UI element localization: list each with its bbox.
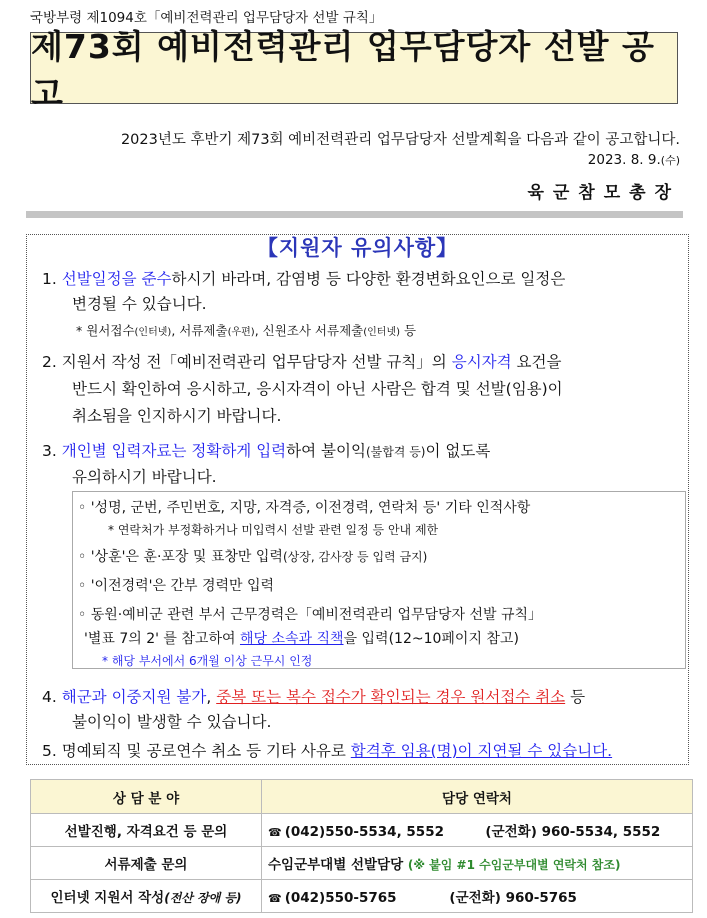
sub-small: (인터넷)	[134, 327, 172, 338]
guideline-emphasis: 해당 소속과 직책	[239, 631, 344, 647]
notice-item-2	[42, 351, 561, 373]
item-1-text: 하시기 바라며, 감염병 등 다양한 환경변화요인으로 일정은	[171, 270, 566, 288]
intro-text: 2023년도 후반기 제73회 예비전력관리 업무담당자 선발계획을 다음과 같이 공고합니다.	[120, 132, 680, 148]
sub-small: (인터넷)	[363, 327, 401, 338]
guideline-personal-info: ◦ '성명, 군번, 주민번호, 지망, 자격증, 이전경력, 연락처 등' 기타 인적사항	[78, 500, 531, 516]
item-number: 4.	[42, 688, 57, 706]
contact-table	[30, 779, 693, 913]
notice-item-1-sub	[76, 321, 416, 339]
military-phone: (군전화) 960-5765	[449, 890, 577, 906]
field-text: 인터넷 지원서 작성	[50, 890, 165, 906]
notice-item-4	[42, 686, 585, 708]
guideline-work-history: ◦ 동원·예비군 관련 부서 근무경력은「예비전력관리 업무담당자 선발 규칙」	[78, 607, 543, 623]
item-3-text-end: 이 없도록	[425, 442, 491, 460]
table-row	[31, 847, 693, 880]
notice-item-3-line2: 유의하시기 바랍니다.	[72, 468, 217, 486]
sub-text: 등	[400, 323, 417, 338]
item-4-sep: ,	[206, 688, 217, 706]
notice-item-4-line2: 불이익이 발생할 수 있습니다.	[72, 713, 272, 731]
guideline-work-history-line2	[84, 628, 519, 648]
contact-note: (※ 붙임 #1 수임군부대별 연락처 참조)	[407, 858, 621, 872]
notice-title: 【지원자 유의사항】	[256, 236, 459, 260]
field-cell: 선발진행, 자격요건 등 문의	[31, 814, 262, 847]
item-number: 1.	[42, 270, 57, 288]
phone-number: (042)550-5765	[284, 890, 397, 906]
item-4-text: 등	[565, 688, 586, 706]
notice-item-1-line2: 변경될 수 있습니다.	[72, 295, 207, 313]
guideline-text: '별표 7의 2' 를 참고하여	[84, 631, 240, 647]
contact-cell	[262, 814, 693, 847]
table-row	[31, 880, 693, 913]
guideline-awards-text: ◦ '상훈'은 훈·포장 및 표창만 입력	[78, 549, 283, 565]
field-cell: 서류제출 문의	[31, 847, 262, 880]
item-1-emphasis: 선발일정을 준수	[61, 270, 172, 288]
announcement-date	[30, 152, 680, 168]
guideline-awards-small: (상장, 감사장 등 입력 금지)	[282, 550, 428, 564]
page-title: 제73회 예비전력관리 업무담당자 선발 공고	[30, 32, 678, 104]
issuer: 육군참모총장	[527, 183, 680, 203]
guideline-career: ◦ '이전경력'은 간부 경력만 입력	[78, 578, 275, 594]
item-number: 2.	[42, 353, 57, 371]
notice-item-5	[42, 740, 612, 762]
guideline-personal-info-note: * 연락처가 부정확하거나 미입력시 선발 관련 일정 등 안내 제한	[108, 523, 439, 537]
phone-icon: ☎	[268, 826, 282, 839]
contact-cell	[262, 880, 693, 913]
divider	[26, 211, 683, 218]
item-number: 5.	[42, 742, 57, 760]
phone-number: (042)550-5534, 5552	[284, 824, 444, 840]
guideline-text-end: 을 입력(12~10페이지 참고)	[343, 631, 519, 647]
phone-icon: ☎	[268, 892, 282, 905]
notice-item-3	[42, 440, 490, 463]
item-number: 3.	[42, 442, 57, 460]
header-contact: 담당 연락처	[262, 780, 693, 814]
sub-text: , 서류제출	[171, 323, 228, 338]
item-5-text: 명예퇴직 및 공로연수 취소 등 기타 사유로	[61, 742, 351, 760]
date-day: (수)	[660, 154, 680, 167]
field-cell	[31, 880, 262, 913]
contact-name: 수임군부대별 선발담당	[268, 857, 404, 873]
notice-item-2-line2: 반드시 확인하여 응시하고, 응시자격이 아닌 사람은 합격 및 선발(임용)이	[72, 380, 563, 398]
item-5-emphasis: 합격후 임용(명)이 지연될 수 있습니다.	[350, 742, 613, 760]
item-4-emphasis: 해군과 이중지원 불가	[61, 688, 207, 706]
guideline-awards	[78, 546, 427, 566]
item-2-text: 지원서 작성 전「예비전력관리 업무담당자 선발 규칙」의	[61, 353, 452, 371]
date-text: 2023. 8. 9.	[587, 152, 661, 168]
table-header-row	[31, 780, 693, 814]
military-phone: (군전화) 960-5534, 5552	[485, 824, 661, 840]
notice-item-1	[42, 268, 565, 290]
guideline-work-history-note: * 해당 부서에서 6개월 이상 근무시 인정	[102, 654, 313, 668]
law-reference: 국방부령 제1094호「예비전력관리 업무담당자 선발 규칙」	[30, 10, 383, 26]
field-note: (전산 장애 등)	[164, 891, 242, 905]
table-row	[31, 814, 693, 847]
header-field: 상 담 분 야	[31, 780, 262, 814]
sub-small: (우편)	[227, 327, 255, 338]
notice-item-2-line3: 취소됨을 인지하시기 바랍니다.	[72, 407, 282, 425]
item-2-emphasis: 응시자격	[451, 353, 512, 371]
item-3-small: (불합격 등)	[365, 445, 426, 459]
contact-cell	[262, 847, 693, 880]
item-3-emphasis: 개인별 입력자료는 정확하게 입력	[61, 442, 287, 460]
item-3-text: 하여 불이익	[286, 442, 366, 460]
item-2-text-end: 요건을	[511, 353, 562, 371]
sub-text: , 신원조사 서류제출	[254, 323, 364, 338]
item-4-warning: 중복 또는 복수 접수가 확인되는 경우 원서접수 취소	[216, 688, 566, 706]
sub-text: * 원서접수	[76, 323, 135, 338]
